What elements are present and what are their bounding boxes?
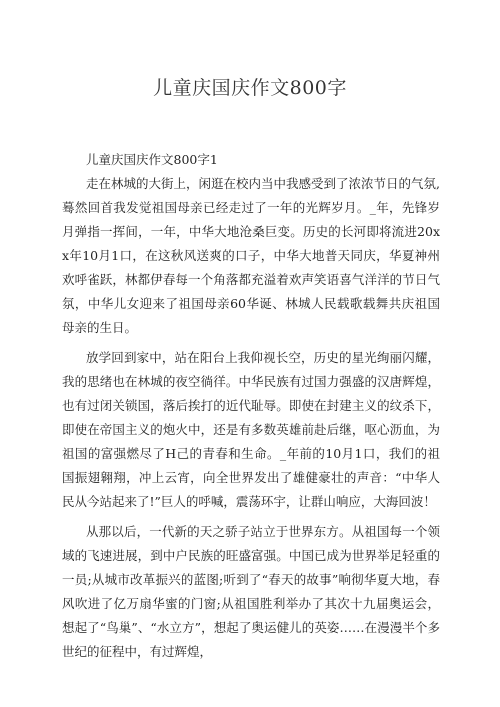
document-title: 儿童庆国庆作文800字 xyxy=(153,77,347,99)
paragraph-3: 从那以后，一代新的天之骄子站立于世界东方。从祖国每一个领域的飞速进展，到中户民族的旺盛富强。中国已成为世界举足轻重的一员;从城市改革振兴的蓝图;听到了“春天的故事”响彻华夏大地，春风吹进了亿万扇华蜜的门窗;从祖国胜利举办了其次十九届奥运会，想起了“鸟巢”、“水立方”，想起了奥运健儿的英姿……在漫漫半个多世纪的征程中，有过辉煌， xyxy=(62,524,440,659)
paragraph-1: 走在林城的大街上，闲逛在校内当中我感受到了浓浓节日的气氛,蓦然回首我发觉祖国母亲已经走过了一年的光辉岁月。_年，先锋岁月弹指一挥间，一年，中华大地沧桑巨变。历史的长河即将流进20xx年10月1口，在这秋风送爽的口子，中华大地普天同庆，华夏神州欢呼雀跃，林都伊春每一个角落都充溢着欢声笑语喜气洋洋的节日气氛，中华儿女迎来了祖国母亲60华诞、林城人民载歌载舞共庆祖国母亲的生日。 xyxy=(62,176,440,335)
section-heading: 儿童庆国庆作文800字1 xyxy=(86,152,218,167)
document-body xyxy=(62,148,440,670)
paragraph-2: 放学回到家中，站在阳台上我仰视长空，历史的星光绚丽闪耀，我的思绪也在林城的夜空徜徉。中华民族有过国力强盛的汉唐辉煌，也有过闭关锁国，落后挨打的近代耻辱。即使在封建主义的纹杀下，即使在帝国主义的炮火中，还是有多数英雄前赴后继，呕心沥血，为祖国的富强燃尽了H己的青春和生命。_年前的10月1口，我们的祖国振翅翱翔，冲上云宵，向全世界发出了雄健豪壮的声音：“中华人民从今站起来了!”巨人的呼喊，震荡环宇，让群山响应，大海回波！ xyxy=(62,350,440,509)
